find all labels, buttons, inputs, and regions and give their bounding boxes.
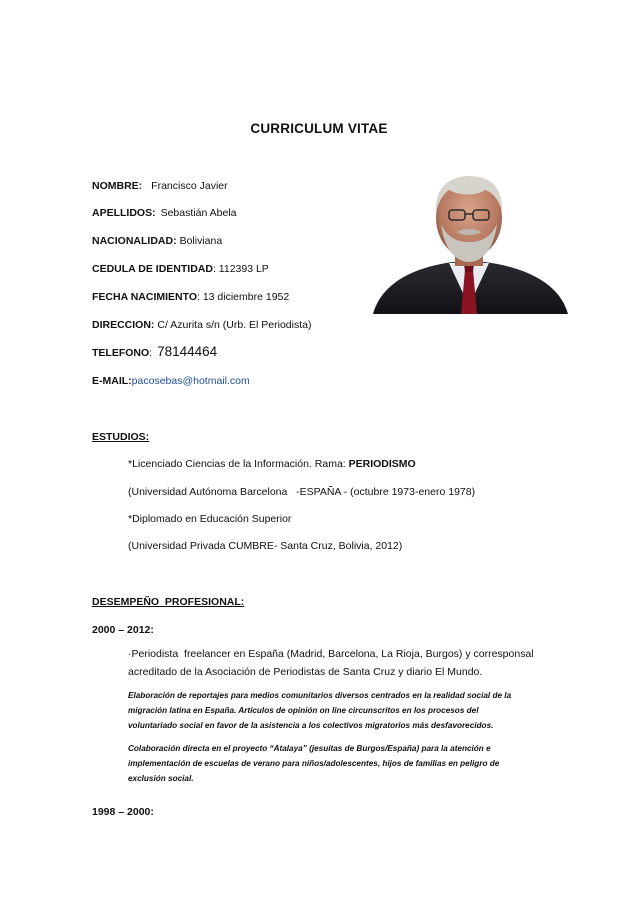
job-detail-atalaya: Colaboración directa en el proyecto “Atalaya” (jesuitas de Burgos/España) para la atención e implementación de escuelas de verano para niños/adolescentes, hijos de familias en peligro de exclusión social.	[128, 744, 500, 783]
value-nombre: Francisco Javier	[151, 180, 228, 192]
field-nacimiento	[92, 291, 289, 303]
document-title: CURRICULUM VITAE	[250, 121, 388, 136]
job-description-line2: acreditado de la Asociación de Periodistas de Santa Cruz y diario El Mundo.	[128, 666, 483, 678]
field-direccion	[92, 319, 311, 331]
section-estudios-heading: ESTUDIOS:	[92, 431, 150, 443]
field-email	[92, 375, 250, 387]
label-nacionalidad: NACIONALIDAD:	[92, 235, 177, 247]
label-telefono: TELEFONO	[92, 347, 150, 359]
estudios-degree	[128, 458, 416, 470]
estudios-diploma-institution: (Universidad Privada CUMBRE- Santa Cruz, Bolivia, 2012)	[128, 540, 403, 552]
value-nacionalidad: Boliviana	[179, 235, 223, 247]
telefono-separator: :	[149, 347, 153, 359]
value-apellidos: Sebastián Abela	[160, 207, 237, 219]
field-apellidos	[92, 207, 237, 219]
label-nombre: NOMBRE:	[92, 180, 143, 192]
label-direccion: DIRECCION:	[92, 319, 155, 331]
label-nacimiento: FECHA NACIMIENTO	[92, 291, 197, 303]
value-cedula: : 112393 LP	[212, 263, 269, 275]
field-nombre	[92, 180, 228, 192]
section-desempeno-heading: DESEMPEÑO PROFESIONAL:	[92, 596, 245, 608]
value-direccion: C/ Azurita s/n (Urb. El Periodista)	[157, 319, 312, 331]
email-link[interactable]: pacosebas@hotmail.com	[131, 375, 250, 387]
estudios-degree-field: PERIODISMO	[348, 458, 416, 470]
label-email: E-MAIL:	[92, 375, 132, 387]
period-1998-2000: 1998 – 2000:	[92, 806, 154, 818]
value-telefono: 78144464	[157, 344, 218, 359]
job-description-line1: ·Periodista freelancer en España (Madrid, Barcelona, La Rioja, Burgos) y corresponsal	[128, 648, 534, 660]
label-apellidos: APELLIDOS:	[92, 207, 156, 219]
value-nacimiento: : 13 diciembre 1952	[197, 291, 290, 303]
profile-photo	[353, 166, 584, 314]
estudios-university: (Universidad Autónoma Barcelona -ESPAÑA - (octubre 1973-enero 1978)	[128, 486, 476, 498]
label-cedula: CEDULA DE IDENTIDAD	[92, 263, 213, 275]
field-telefono	[92, 344, 217, 359]
field-nacionalidad	[92, 235, 222, 247]
job-detail-reportajes: Elaboración de reportajes para medios comunitarios diversos centrados en la realidad social de la migración latina en España. Artículos de opinión on line circunscritos en los procesos del voluntariado social en favor de la asistencia a los colectivos migratorios más desfavorecidos.	[128, 691, 512, 730]
period-2000-2012: 2000 – 2012:	[92, 624, 154, 636]
estudios-diploma: *Diplomado en Educación Superior	[128, 513, 292, 525]
field-cedula	[92, 263, 269, 275]
estudios-degree-text: *Licenciado Ciencias de la Información. Rama:	[128, 458, 349, 470]
